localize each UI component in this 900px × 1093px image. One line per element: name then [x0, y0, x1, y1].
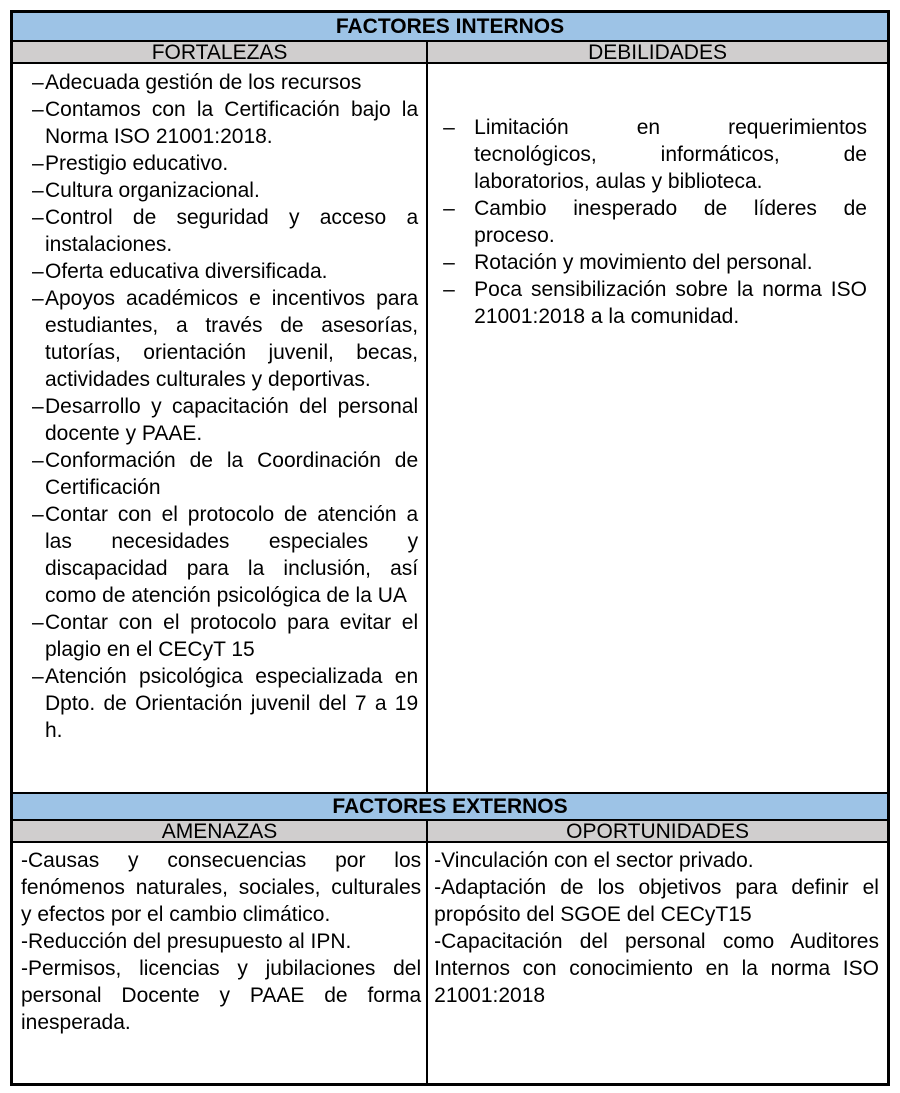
list-item [32, 285, 418, 393]
list-item-text: Prestigio educativo. [45, 152, 229, 175]
list-item-text: Rotación y movimiento del personal. [474, 251, 813, 274]
dash-bullet: – [32, 152, 44, 175]
dash-bullet: – [443, 278, 455, 301]
list-item [32, 204, 418, 258]
list-item [443, 276, 867, 330]
list-item-text: Cambio inesperado de líderes de proceso. [474, 197, 867, 247]
list-item [32, 258, 418, 285]
internal-subheader-row [13, 40, 887, 62]
dash-bullet: – [32, 395, 44, 418]
list-item [32, 501, 418, 609]
list-item [32, 447, 418, 501]
dash-bullet: – [32, 665, 44, 688]
list-item [443, 249, 867, 276]
list-item-text: Apoyos académicos e incentivos para estudiantes, a través de asesorías, tutorías, orientación juvenil, becas, actividades culturales y deportivas. [45, 287, 419, 391]
external-content-row [13, 841, 887, 1083]
dash-bullet: – [32, 611, 44, 634]
dash-bullet: – [32, 179, 44, 202]
list-item [32, 150, 418, 177]
debilidades-cell [428, 64, 887, 792]
list-item-text: Limitación en requerimientos tecnológicos, informáticos, de laboratorios, aulas y biblioteca. [474, 116, 867, 193]
external-factors-banner [13, 792, 887, 819]
internal-factors-banner [13, 13, 887, 40]
list-item [32, 663, 418, 744]
fortalezas-header: FORTALEZAS [13, 42, 428, 62]
list-item-text: Contamos con la Certificación bajo la Norma ISO 21001:2018. [45, 98, 419, 148]
dash-bullet: – [32, 503, 44, 526]
list-item-text: Adecuada gestión de los recursos [45, 71, 362, 94]
debilidades-header: DEBILIDADES [588, 40, 727, 64]
amenazas-header: AMENAZAS [13, 821, 428, 841]
list-item [32, 69, 418, 96]
dash-bullet: – [32, 98, 44, 121]
list-item: -Adaptación de los objetivos para definir el propósito del SGOE del CECyT15 [434, 876, 879, 926]
dash-bullet: – [32, 71, 44, 94]
amenazas-cell [13, 843, 428, 1083]
list-item-text: Poca sensibilización sobre la norma ISO 21001:2018 a la comunidad. [474, 278, 867, 328]
dash-bullet: – [32, 206, 44, 229]
list-item-text: Desarrollo y capacitación del personal docente y PAAE. [45, 395, 419, 445]
dash-bullet: – [443, 197, 455, 220]
list-item [32, 393, 418, 447]
dash-bullet: – [443, 116, 455, 139]
list-item [32, 96, 418, 150]
dash-bullet: – [443, 251, 455, 274]
list-item [443, 114, 867, 195]
internal-factors-title: FACTORES INTERNOS [335, 14, 565, 38]
list-item [32, 177, 418, 204]
oportunidades-header: OPORTUNIDADES [566, 819, 749, 843]
list-item-text: Atención psicológica especializada en Dpto. de Orientación juvenil del 7 a 19 h. [45, 665, 419, 742]
list-item-text: Contar con el protocolo para evitar el plagio en el CECyT 15 [45, 611, 419, 661]
list-item: -Causas y consecuencias por los fenómenos naturales, sociales, culturales y efectos por el cambio climático. [21, 849, 422, 926]
list-item-text: Oferta educativa diversificada. [45, 260, 328, 283]
internal-content-row [13, 62, 887, 792]
external-factors-title: FACTORES EXTERNOS [332, 794, 568, 818]
dash-bullet: – [32, 449, 44, 472]
list-item-text: Contar con el protocolo de atención a las necesidades especiales y discapacidad para la inclusión, así como de atención psicológica de la UA [45, 503, 419, 607]
list-item: -Permisos, licencias y jubilaciones del personal Docente y PAAE de forma inesperada. [21, 957, 422, 1034]
external-subheader-row [13, 819, 887, 841]
list-item [32, 609, 418, 663]
list-item-text: Conformación de la Coordinación de Certificación [45, 449, 419, 499]
list-item: -Reducción del presupuesto al IPN. [21, 930, 352, 953]
dash-bullet: – [32, 287, 44, 310]
list-item: -Vinculación con el sector privado. [434, 849, 754, 872]
swot-table [10, 10, 890, 1086]
oportunidades-cell [428, 843, 887, 1083]
dash-bullet: – [32, 260, 44, 283]
list-item-text: Cultura organizacional. [45, 179, 260, 202]
list-item [443, 195, 867, 249]
list-item-text: Control de seguridad y acceso a instalaciones. [45, 206, 419, 256]
fortalezas-cell [13, 64, 428, 792]
list-item: -Capacitación del personal como Auditores Internos con conocimiento en la norma ISO 21001:2018 [434, 930, 879, 1007]
